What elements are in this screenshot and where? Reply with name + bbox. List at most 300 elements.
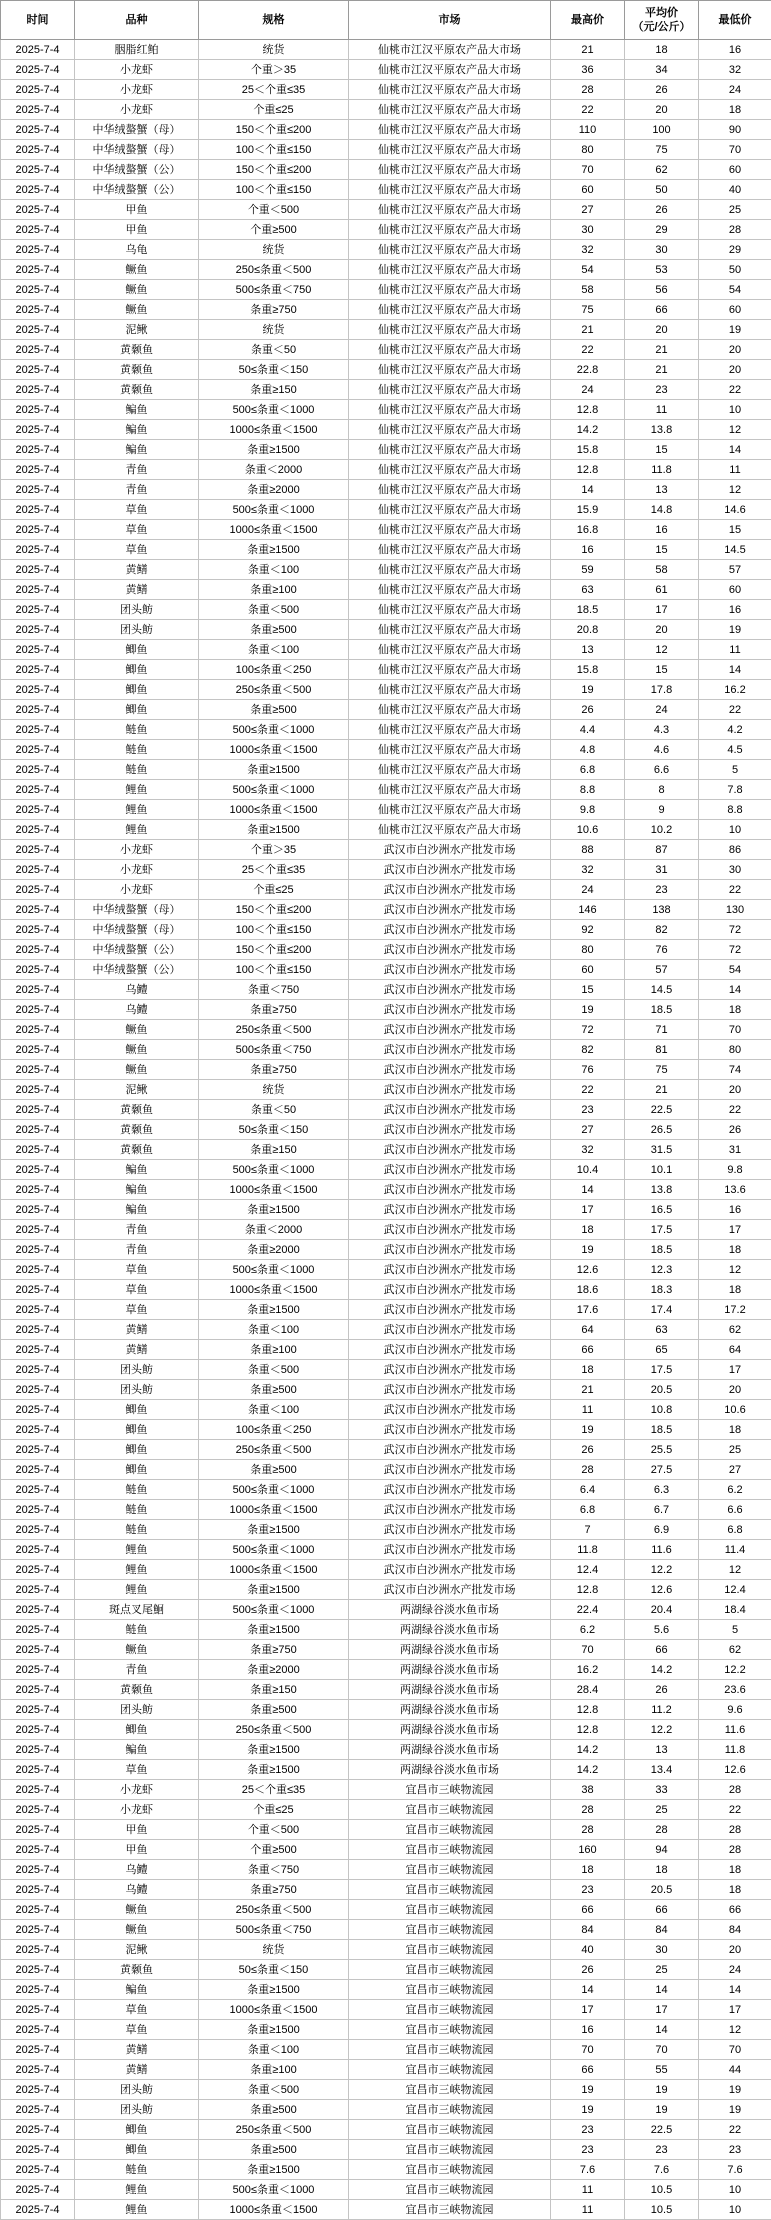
variety-cell: 中华绒螯蟹（母）	[75, 900, 199, 920]
variety-cell: 团头鲂	[75, 2080, 199, 2100]
min-price-cell: 14	[699, 980, 771, 1000]
date-cell: 2025-7-4	[1, 500, 75, 520]
date-cell: 2025-7-4	[1, 1420, 75, 1440]
market-cell: 武汉市白沙洲水产批发市场	[349, 860, 551, 880]
avg-price-cell: 11.8	[625, 460, 699, 480]
avg-price-cell: 87	[625, 840, 699, 860]
spec-cell: 条重＜500	[199, 1360, 349, 1380]
market-cell: 仙桃市江汉平原农产品大市场	[349, 200, 551, 220]
market-cell: 宜昌市三峡物流园	[349, 2100, 551, 2120]
min-price-cell: 24	[699, 80, 771, 100]
market-cell: 武汉市白沙洲水产批发市场	[349, 1120, 551, 1140]
table-row	[1, 1340, 771, 1360]
max-price-cell: 9.8	[551, 800, 625, 820]
date-cell: 2025-7-4	[1, 1320, 75, 1340]
market-cell: 宜昌市三峡物流园	[349, 1820, 551, 1840]
market-cell: 武汉市白沙洲水产批发市场	[349, 1140, 551, 1160]
min-price-cell: 30	[699, 860, 771, 880]
market-cell: 宜昌市三峡物流园	[349, 2160, 551, 2180]
date-cell: 2025-7-4	[1, 1740, 75, 1760]
market-cell: 仙桃市江汉平原农产品大市场	[349, 680, 551, 700]
date-cell: 2025-7-4	[1, 2180, 75, 2200]
table-row	[1, 640, 771, 660]
date-cell: 2025-7-4	[1, 440, 75, 460]
variety-cell: 团头鲂	[75, 1360, 199, 1380]
date-cell: 2025-7-4	[1, 1500, 75, 1520]
market-cell: 宜昌市三峡物流园	[349, 1780, 551, 1800]
avg-price-cell: 20.4	[625, 1600, 699, 1620]
spec-cell: 1000≤条重＜1500	[199, 1500, 349, 1520]
max-price-cell: 23	[551, 2140, 625, 2160]
date-cell: 2025-7-4	[1, 960, 75, 980]
avg-price-cell: 15	[625, 440, 699, 460]
date-cell: 2025-7-4	[1, 1360, 75, 1380]
avg-price-cell: 4.3	[625, 720, 699, 740]
date-cell: 2025-7-4	[1, 580, 75, 600]
table-row	[1, 40, 771, 60]
table-row	[1, 220, 771, 240]
avg-price-cell: 55	[625, 2060, 699, 2080]
avg-price-cell: 12	[625, 640, 699, 660]
max-price-cell: 14.2	[551, 1760, 625, 1780]
max-price-cell: 26	[551, 1440, 625, 1460]
market-cell: 仙桃市江汉平原农产品大市场	[349, 180, 551, 200]
max-price-cell: 11	[551, 2180, 625, 2200]
max-price-cell: 66	[551, 1900, 625, 1920]
max-price-cell: 66	[551, 1340, 625, 1360]
variety-cell: 小龙虾	[75, 80, 199, 100]
market-cell: 仙桃市江汉平原农产品大市场	[349, 760, 551, 780]
max-price-cell: 12.8	[551, 1580, 625, 1600]
spec-cell: 个重≥500	[199, 220, 349, 240]
table-row	[1, 980, 771, 1000]
avg-price-cell: 10.5	[625, 2200, 699, 2220]
avg-price-cell: 23	[625, 2140, 699, 2160]
table-row	[1, 1540, 771, 1560]
table-row	[1, 900, 771, 920]
min-price-cell: 4.2	[699, 720, 771, 740]
avg-price-cell: 31	[625, 860, 699, 880]
spec-cell: 150＜个重≤200	[199, 160, 349, 180]
market-cell: 仙桃市江汉平原农产品大市场	[349, 140, 551, 160]
max-price-cell: 14	[551, 1180, 625, 1200]
min-price-cell: 12	[699, 1260, 771, 1280]
table-row	[1, 2140, 771, 2160]
min-price-cell: 17	[699, 1220, 771, 1240]
date-cell: 2025-7-4	[1, 100, 75, 120]
avg-price-cell: 31.5	[625, 1140, 699, 1160]
avg-price-cell: 8	[625, 780, 699, 800]
table-row	[1, 300, 771, 320]
spec-cell: 100＜个重≤150	[199, 180, 349, 200]
avg-price-cell: 18.3	[625, 1280, 699, 1300]
market-cell: 两湖绿谷淡水鱼市场	[349, 1760, 551, 1780]
variety-cell: 鲤鱼	[75, 1560, 199, 1580]
table-row	[1, 1860, 771, 1880]
table-row	[1, 700, 771, 720]
variety-cell: 草鱼	[75, 500, 199, 520]
max-price-cell: 63	[551, 580, 625, 600]
avg-price-cell: 16	[625, 520, 699, 540]
date-cell: 2025-7-4	[1, 2000, 75, 2020]
min-price-cell: 18	[699, 1860, 771, 1880]
market-cell: 武汉市白沙洲水产批发市场	[349, 1220, 551, 1240]
table-row	[1, 1520, 771, 1540]
spec-cell: 25＜个重≤35	[199, 1780, 349, 1800]
date-cell: 2025-7-4	[1, 2040, 75, 2060]
variety-cell: 草鱼	[75, 2020, 199, 2040]
min-price-cell: 18.4	[699, 1600, 771, 1620]
max-price-cell: 28	[551, 1820, 625, 1840]
date-cell: 2025-7-4	[1, 900, 75, 920]
variety-cell: 黄颡鱼	[75, 1960, 199, 1980]
market-cell: 宜昌市三峡物流园	[349, 1980, 551, 2000]
market-cell: 武汉市白沙洲水产批发市场	[349, 1160, 551, 1180]
market-cell: 武汉市白沙洲水产批发市场	[349, 1100, 551, 1120]
min-price-cell: 20	[699, 360, 771, 380]
date-cell: 2025-7-4	[1, 1820, 75, 1840]
spec-cell: 50≤条重＜150	[199, 1120, 349, 1140]
min-price-cell: 11	[699, 460, 771, 480]
variety-cell: 草鱼	[75, 1260, 199, 1280]
max-price-cell: 28	[551, 1460, 625, 1480]
market-cell: 武汉市白沙洲水产批发市场	[349, 1300, 551, 1320]
table-row	[1, 1820, 771, 1840]
max-price-cell: 14.2	[551, 420, 625, 440]
market-cell: 宜昌市三峡物流园	[349, 2140, 551, 2160]
table-row	[1, 540, 771, 560]
variety-cell: 鲫鱼	[75, 1420, 199, 1440]
max-price-cell: 22	[551, 340, 625, 360]
max-price-cell: 15	[551, 980, 625, 1000]
table-row	[1, 2160, 771, 2180]
max-price-cell: 14.2	[551, 1740, 625, 1760]
min-price-cell: 12	[699, 420, 771, 440]
avg-price-cell: 62	[625, 160, 699, 180]
header-date: 时间	[1, 1, 75, 40]
avg-price-cell: 84	[625, 1920, 699, 1940]
min-price-cell: 11.6	[699, 1720, 771, 1740]
market-cell: 仙桃市江汉平原农产品大市场	[349, 420, 551, 440]
min-price-cell: 72	[699, 920, 771, 940]
header-row	[1, 1, 771, 40]
date-cell: 2025-7-4	[1, 1800, 75, 1820]
variety-cell: 鳊鱼	[75, 1980, 199, 2000]
avg-price-cell: 10.5	[625, 2180, 699, 2200]
market-cell: 仙桃市江汉平原农产品大市场	[349, 460, 551, 480]
min-price-cell: 14.5	[699, 540, 771, 560]
table-header	[1, 1, 771, 40]
min-price-cell: 130	[699, 900, 771, 920]
date-cell: 2025-7-4	[1, 2020, 75, 2040]
spec-cell: 1000≤条重＜1500	[199, 740, 349, 760]
market-cell: 武汉市白沙洲水产批发市场	[349, 920, 551, 940]
variety-cell: 黄颡鱼	[75, 1680, 199, 1700]
avg-price-cell: 5.6	[625, 1620, 699, 1640]
spec-cell: 500≤条重＜1000	[199, 1260, 349, 1280]
avg-price-cell: 20.5	[625, 1380, 699, 1400]
market-cell: 仙桃市江汉平原农产品大市场	[349, 500, 551, 520]
table-row	[1, 460, 771, 480]
table-row	[1, 1200, 771, 1220]
avg-price-cell: 13	[625, 480, 699, 500]
max-price-cell: 160	[551, 1840, 625, 1860]
date-cell: 2025-7-4	[1, 1620, 75, 1640]
min-price-cell: 18	[699, 1420, 771, 1440]
market-cell: 宜昌市三峡物流园	[349, 1880, 551, 1900]
market-cell: 两湖绿谷淡水鱼市场	[349, 1740, 551, 1760]
table-row	[1, 2040, 771, 2060]
spec-cell: 个重≤25	[199, 100, 349, 120]
avg-price-cell: 30	[625, 1940, 699, 1960]
spec-cell: 条重≥750	[199, 300, 349, 320]
market-cell: 武汉市白沙洲水产批发市场	[349, 900, 551, 920]
market-cell: 仙桃市江汉平原农产品大市场	[349, 300, 551, 320]
table-row	[1, 1940, 771, 1960]
min-price-cell: 14.6	[699, 500, 771, 520]
max-price-cell: 16.8	[551, 520, 625, 540]
avg-price-cell: 100	[625, 120, 699, 140]
max-price-cell: 22.8	[551, 360, 625, 380]
table-row	[1, 1160, 771, 1180]
min-price-cell: 28	[699, 1840, 771, 1860]
date-cell: 2025-7-4	[1, 740, 75, 760]
spec-cell: 250≤条重＜500	[199, 680, 349, 700]
min-price-cell: 66	[699, 1900, 771, 1920]
avg-price-cell: 10.2	[625, 820, 699, 840]
avg-price-cell: 14	[625, 1980, 699, 2000]
spec-cell: 1000≤条重＜1500	[199, 520, 349, 540]
market-cell: 仙桃市江汉平原农产品大市场	[349, 440, 551, 460]
table-row	[1, 1040, 771, 1060]
market-cell: 两湖绿谷淡水鱼市场	[349, 1720, 551, 1740]
spec-cell: 500≤条重＜750	[199, 1040, 349, 1060]
avg-price-cell: 53	[625, 260, 699, 280]
avg-price-cell: 18	[625, 40, 699, 60]
min-price-cell: 17	[699, 1360, 771, 1380]
market-cell: 仙桃市江汉平原农产品大市场	[349, 540, 551, 560]
table-row	[1, 80, 771, 100]
table-row	[1, 760, 771, 780]
table-row	[1, 1620, 771, 1640]
avg-price-cell: 18	[625, 1860, 699, 1880]
max-price-cell: 21	[551, 1380, 625, 1400]
min-price-cell: 12.4	[699, 1580, 771, 1600]
avg-price-cell: 81	[625, 1040, 699, 1060]
max-price-cell: 22	[551, 100, 625, 120]
date-cell: 2025-7-4	[1, 1340, 75, 1360]
avg-price-cell: 75	[625, 140, 699, 160]
avg-price-cell: 7.6	[625, 2160, 699, 2180]
min-price-cell: 10	[699, 400, 771, 420]
min-price-cell: 9.8	[699, 1160, 771, 1180]
spec-cell: 条重≥1500	[199, 1620, 349, 1640]
date-cell: 2025-7-4	[1, 760, 75, 780]
max-price-cell: 23	[551, 2120, 625, 2140]
min-price-cell: 16	[699, 40, 771, 60]
table-row	[1, 380, 771, 400]
variety-cell: 鲫鱼	[75, 680, 199, 700]
spec-cell: 500≤条重＜750	[199, 1920, 349, 1940]
max-price-cell: 14	[551, 480, 625, 500]
table-row	[1, 160, 771, 180]
avg-price-cell: 11.6	[625, 1540, 699, 1560]
table-row	[1, 1220, 771, 1240]
market-cell: 武汉市白沙洲水产批发市场	[349, 1340, 551, 1360]
date-cell: 2025-7-4	[1, 1940, 75, 1960]
max-price-cell: 26	[551, 700, 625, 720]
variety-cell: 黄颡鱼	[75, 380, 199, 400]
max-price-cell: 70	[551, 160, 625, 180]
max-price-cell: 24	[551, 880, 625, 900]
spec-cell: 100＜个重≤150	[199, 140, 349, 160]
spec-cell: 条重≥150	[199, 1140, 349, 1160]
table-row	[1, 960, 771, 980]
market-cell: 仙桃市江汉平原农产品大市场	[349, 60, 551, 80]
min-price-cell: 62	[699, 1320, 771, 1340]
table-row	[1, 1280, 771, 1300]
date-cell: 2025-7-4	[1, 1980, 75, 2000]
date-cell: 2025-7-4	[1, 620, 75, 640]
min-price-cell: 22	[699, 380, 771, 400]
max-price-cell: 27	[551, 200, 625, 220]
date-cell: 2025-7-4	[1, 940, 75, 960]
variety-cell: 甲鱼	[75, 1840, 199, 1860]
date-cell: 2025-7-4	[1, 1460, 75, 1480]
date-cell: 2025-7-4	[1, 860, 75, 880]
variety-cell: 鲫鱼	[75, 1460, 199, 1480]
min-price-cell: 18	[699, 1280, 771, 1300]
max-price-cell: 12.8	[551, 1700, 625, 1720]
variety-cell: 黄颡鱼	[75, 1140, 199, 1160]
variety-cell: 甲鱼	[75, 200, 199, 220]
spec-cell: 500≤条重＜1000	[199, 400, 349, 420]
variety-cell: 黄鳝	[75, 580, 199, 600]
variety-cell: 鳜鱼	[75, 1040, 199, 1060]
min-price-cell: 28	[699, 1820, 771, 1840]
spec-cell: 条重≥1500	[199, 1200, 349, 1220]
date-cell: 2025-7-4	[1, 720, 75, 740]
table-row	[1, 2120, 771, 2140]
max-price-cell: 12.4	[551, 1560, 625, 1580]
max-price-cell: 70	[551, 2040, 625, 2060]
table-row	[1, 1700, 771, 1720]
spec-cell: 条重≥1500	[199, 1520, 349, 1540]
market-cell: 宜昌市三峡物流园	[349, 1960, 551, 1980]
avg-price-cell: 6.7	[625, 1500, 699, 1520]
min-price-cell: 6.6	[699, 1500, 771, 1520]
date-cell: 2025-7-4	[1, 1680, 75, 1700]
variety-cell: 鲤鱼	[75, 2200, 199, 2220]
variety-cell: 鲫鱼	[75, 1720, 199, 1740]
spec-cell: 条重＜2000	[199, 1220, 349, 1240]
market-cell: 武汉市白沙洲水产批发市场	[349, 880, 551, 900]
variety-cell: 团头鲂	[75, 1700, 199, 1720]
avg-price-cell: 65	[625, 1340, 699, 1360]
min-price-cell: 16	[699, 600, 771, 620]
spec-cell: 500≤条重＜1000	[199, 1480, 349, 1500]
spec-cell: 250≤条重＜500	[199, 1020, 349, 1040]
max-price-cell: 15.9	[551, 500, 625, 520]
max-price-cell: 24	[551, 380, 625, 400]
table-row	[1, 100, 771, 120]
date-cell: 2025-7-4	[1, 1080, 75, 1100]
variety-cell: 甲鱼	[75, 220, 199, 240]
spec-cell: 条重≥500	[199, 2100, 349, 2120]
spec-cell: 500≤条重＜1000	[199, 500, 349, 520]
min-price-cell: 11.8	[699, 1740, 771, 1760]
variety-cell: 鳊鱼	[75, 1160, 199, 1180]
min-price-cell: 16	[699, 1200, 771, 1220]
table-row	[1, 1780, 771, 1800]
spec-cell: 个重≤25	[199, 880, 349, 900]
min-price-cell: 32	[699, 60, 771, 80]
spec-cell: 条重≥1500	[199, 540, 349, 560]
variety-cell: 鳜鱼	[75, 1920, 199, 1940]
avg-price-cell: 34	[625, 60, 699, 80]
min-price-cell: 84	[699, 1920, 771, 1940]
max-price-cell: 11	[551, 2200, 625, 2220]
avg-price-cell: 58	[625, 560, 699, 580]
market-cell: 两湖绿谷淡水鱼市场	[349, 1620, 551, 1640]
date-cell: 2025-7-4	[1, 1920, 75, 1940]
min-price-cell: 11.4	[699, 1540, 771, 1560]
avg-price-cell: 15	[625, 540, 699, 560]
max-price-cell: 11.8	[551, 1540, 625, 1560]
avg-price-cell: 17.5	[625, 1220, 699, 1240]
min-price-cell: 90	[699, 120, 771, 140]
market-cell: 武汉市白沙洲水产批发市场	[349, 1440, 551, 1460]
min-price-cell: 10	[699, 820, 771, 840]
variety-cell: 青鱼	[75, 1660, 199, 1680]
table-row	[1, 1140, 771, 1160]
variety-cell: 鲫鱼	[75, 2120, 199, 2140]
max-price-cell: 146	[551, 900, 625, 920]
variety-cell: 黄颡鱼	[75, 1100, 199, 1120]
avg-price-cell: 17.8	[625, 680, 699, 700]
spec-cell: 1000≤条重＜1500	[199, 2200, 349, 2220]
min-price-cell: 62	[699, 1640, 771, 1660]
spec-cell: 统货	[199, 1940, 349, 1960]
spec-cell: 500≤条重＜1000	[199, 1600, 349, 1620]
date-cell: 2025-7-4	[1, 1040, 75, 1060]
min-price-cell: 5	[699, 1620, 771, 1640]
avg-price-cell: 94	[625, 1840, 699, 1860]
avg-price-cell: 15	[625, 660, 699, 680]
variety-cell: 鲫鱼	[75, 2140, 199, 2160]
market-cell: 武汉市白沙洲水产批发市场	[349, 1280, 551, 1300]
date-cell: 2025-7-4	[1, 520, 75, 540]
min-price-cell: 9.6	[699, 1700, 771, 1720]
table-row	[1, 180, 771, 200]
market-cell: 武汉市白沙洲水产批发市场	[349, 1060, 551, 1080]
variety-cell: 草鱼	[75, 2000, 199, 2020]
spec-cell: 条重＜100	[199, 1400, 349, 1420]
min-price-cell: 18	[699, 1240, 771, 1260]
max-price-cell: 4.8	[551, 740, 625, 760]
max-price-cell: 66	[551, 2060, 625, 2080]
variety-cell: 乌鳢	[75, 1000, 199, 1020]
market-cell: 仙桃市江汉平原农产品大市场	[349, 560, 551, 580]
max-price-cell: 23	[551, 1100, 625, 1120]
avg-price-cell: 14.5	[625, 980, 699, 1000]
variety-cell: 草鱼	[75, 1760, 199, 1780]
variety-cell: 鳜鱼	[75, 1640, 199, 1660]
date-cell: 2025-7-4	[1, 1000, 75, 1020]
variety-cell: 乌鳢	[75, 1880, 199, 1900]
min-price-cell: 7.8	[699, 780, 771, 800]
market-cell: 武汉市白沙洲水产批发市场	[349, 1320, 551, 1340]
